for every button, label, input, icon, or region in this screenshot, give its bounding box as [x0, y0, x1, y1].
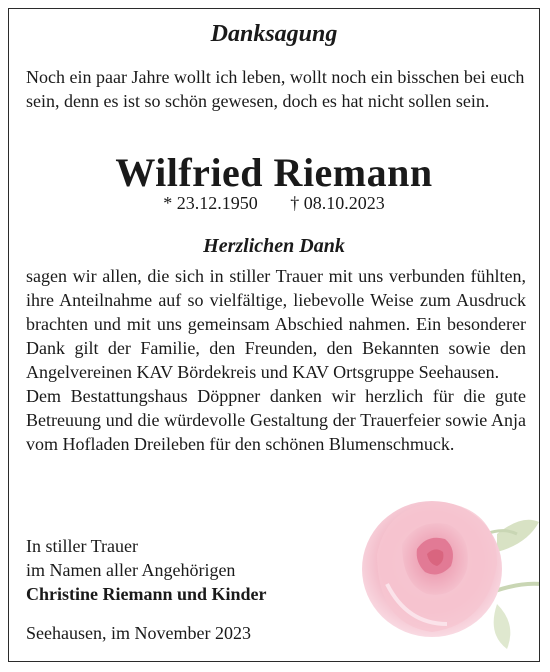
thanks-paragraph: Dem Bestattungshaus Döppner danken wir herzlich für die gute Betreuung und die würdevolle Gestaltung der Trauerfeier sowie Anja vom Hofladen Dreileben für den schönen Blumenschmuck. — [26, 386, 526, 454]
closing-block — [26, 534, 356, 606]
death-date: † 08.10.2023 — [290, 193, 385, 213]
signature: Christine Riemann und Kinder — [26, 584, 267, 604]
closing-line: In stiller Trauer — [26, 536, 138, 556]
intro-verse: Noch ein paar Jahre wollt ich leben, wollt noch ein bisschen bei euch sein, denn es ist so schön gewesen, doch es hat nicht sollen sein. — [26, 67, 525, 111]
rose-image — [347, 474, 540, 662]
deceased-name: Wilfried Riemann — [115, 150, 433, 195]
thanks-heading: Herzlichen Dank — [203, 235, 345, 257]
closing-line: im Namen aller Angehörigen — [26, 560, 236, 580]
thanks-paragraph: sagen wir allen, die sich in stiller Trauer mit uns verbunden fühlten, ihre Anteilnahme auf so vielfältige, liebevolle Weise zum Ausdruck brachten und mit uns gemeinsam Abschied nahmen. Ein besonderer Dank gilt der Familie, den Freunden, den Bekannten sowie den Angelvereinen KAV Bördekreis und KAV Ortsgruppe Seehausen. — [26, 266, 526, 382]
place-date: Seehausen, im November 2023 — [26, 623, 251, 643]
heading: Danksagung — [210, 21, 338, 47]
obituary-card — [8, 8, 540, 662]
birth-date: * 23.12.1950 — [163, 193, 258, 213]
thanks-body — [26, 264, 526, 456]
life-dates — [9, 193, 539, 214]
